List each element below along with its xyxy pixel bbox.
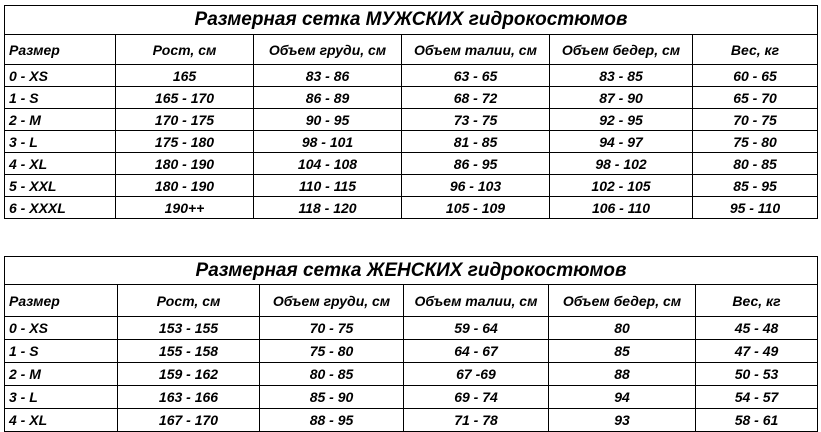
weight-cell: 54 - 57 (696, 386, 818, 409)
hips-cell: 98 - 102 (550, 153, 693, 175)
table-row (5, 340, 818, 363)
column-header-weight: Вес, кг (696, 285, 818, 317)
waist-cell: 81 - 85 (402, 131, 550, 153)
weight-cell: 50 - 53 (696, 363, 818, 386)
table-row (5, 363, 818, 386)
waist-cell: 67 -69 (404, 363, 549, 386)
size-cell: 6 - XXXL (5, 197, 116, 219)
hips-cell: 94 - 97 (550, 131, 693, 153)
waist-cell: 71 - 78 (404, 409, 549, 432)
column-header-waist: Объем талии, см (404, 285, 549, 317)
table-row (5, 409, 818, 432)
size-cell: 5 - XXL (5, 175, 116, 197)
waist-cell: 59 - 64 (404, 317, 549, 340)
women-header-row (5, 285, 818, 317)
height-cell: 190++ (116, 197, 254, 219)
height-cell: 163 - 166 (118, 386, 260, 409)
height-cell: 180 - 190 (116, 153, 254, 175)
height-cell: 165 (116, 65, 254, 87)
chest-cell: 104 - 108 (254, 153, 402, 175)
height-cell: 165 - 170 (116, 87, 254, 109)
table-row (5, 386, 818, 409)
women-title-row (5, 257, 818, 285)
chest-cell: 88 - 95 (260, 409, 404, 432)
size-cell: 2 - M (5, 109, 116, 131)
chest-cell: 85 - 90 (260, 386, 404, 409)
weight-cell: 47 - 49 (696, 340, 818, 363)
men-title-row (5, 6, 818, 35)
table-row (5, 197, 818, 219)
height-cell: 170 - 175 (116, 109, 254, 131)
weight-cell: 70 - 75 (693, 109, 818, 131)
table-row (5, 175, 818, 197)
size-cell: 1 - S (5, 340, 118, 363)
weight-cell: 75 - 80 (693, 131, 818, 153)
column-header-chest: Объем груди, см (254, 35, 402, 65)
table-row (5, 317, 818, 340)
table-row (5, 109, 818, 131)
weight-cell: 60 - 65 (693, 65, 818, 87)
waist-cell: 69 - 74 (404, 386, 549, 409)
waist-cell: 63 - 65 (402, 65, 550, 87)
waist-cell: 64 - 67 (404, 340, 549, 363)
size-cell: 2 - M (5, 363, 118, 386)
hips-cell: 88 (549, 363, 696, 386)
height-cell: 159 - 162 (118, 363, 260, 386)
column-header-size: Размер (5, 35, 116, 65)
chest-cell: 98 - 101 (254, 131, 402, 153)
size-cell: 4 - XL (5, 153, 116, 175)
men-size-table (4, 5, 818, 219)
hips-cell: 87 - 90 (550, 87, 693, 109)
column-header-weight: Вес, кг (693, 35, 818, 65)
waist-cell: 86 - 95 (402, 153, 550, 175)
height-cell: 167 - 170 (118, 409, 260, 432)
column-header-waist: Объем талии, см (402, 35, 550, 65)
women-size-table (4, 256, 818, 432)
hips-cell: 102 - 105 (550, 175, 693, 197)
height-cell: 153 - 155 (118, 317, 260, 340)
table-row (5, 65, 818, 87)
chest-cell: 110 - 115 (254, 175, 402, 197)
hips-cell: 83 - 85 (550, 65, 693, 87)
waist-cell: 96 - 103 (402, 175, 550, 197)
column-header-chest: Объем груди, см (260, 285, 404, 317)
waist-cell: 105 - 109 (402, 197, 550, 219)
chest-cell: 83 - 86 (254, 65, 402, 87)
men-header-row (5, 35, 818, 65)
height-cell: 180 - 190 (116, 175, 254, 197)
chest-cell: 75 - 80 (260, 340, 404, 363)
size-cell: 3 - L (5, 386, 118, 409)
size-cell: 0 - XS (5, 65, 116, 87)
waist-cell: 68 - 72 (402, 87, 550, 109)
size-cell: 3 - L (5, 131, 116, 153)
chest-cell: 80 - 85 (260, 363, 404, 386)
column-header-height: Рост, см (118, 285, 260, 317)
column-header-hips: Объем бедер, см (550, 35, 693, 65)
chest-cell: 86 - 89 (254, 87, 402, 109)
size-cell: 1 - S (5, 87, 116, 109)
weight-cell: 65 - 70 (693, 87, 818, 109)
hips-cell: 80 (549, 317, 696, 340)
chest-cell: 90 - 95 (254, 109, 402, 131)
weight-cell: 58 - 61 (696, 409, 818, 432)
height-cell: 155 - 158 (118, 340, 260, 363)
table-row (5, 87, 818, 109)
table-row (5, 153, 818, 175)
size-cell: 4 - XL (5, 409, 118, 432)
hips-cell: 94 (549, 386, 696, 409)
hips-cell: 93 (549, 409, 696, 432)
weight-cell: 45 - 48 (696, 317, 818, 340)
chest-cell: 70 - 75 (260, 317, 404, 340)
waist-cell: 73 - 75 (402, 109, 550, 131)
chest-cell: 118 - 120 (254, 197, 402, 219)
weight-cell: 80 - 85 (693, 153, 818, 175)
table-row (5, 131, 818, 153)
weight-cell: 85 - 95 (693, 175, 818, 197)
hips-cell: 92 - 95 (550, 109, 693, 131)
height-cell: 175 - 180 (116, 131, 254, 153)
hips-cell: 106 - 110 (550, 197, 693, 219)
hips-cell: 85 (549, 340, 696, 363)
column-header-height: Рост, см (116, 35, 254, 65)
column-header-size: Размер (5, 285, 118, 317)
column-header-hips: Объем бедер, см (549, 285, 696, 317)
women-table-title: Размерная сетка ЖЕНСКИХ гидрокостюмов (5, 257, 818, 285)
men-table-title: Размерная сетка МУЖСКИХ гидрокостюмов (5, 6, 818, 35)
weight-cell: 95 - 110 (693, 197, 818, 219)
size-cell: 0 - XS (5, 317, 118, 340)
